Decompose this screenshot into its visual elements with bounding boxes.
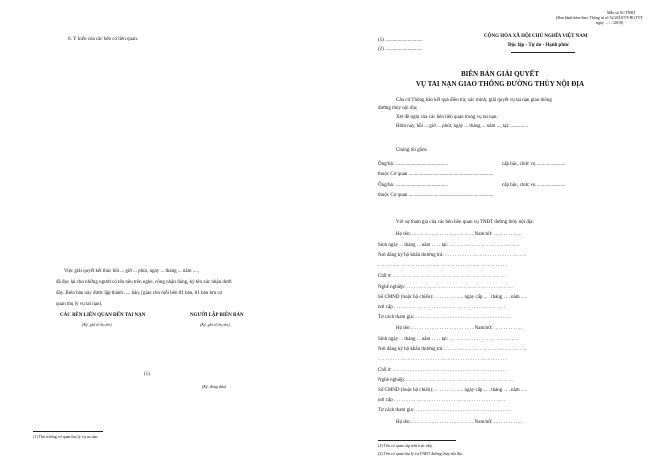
official1-agency: thuộc Cơ quan .................................................................... <box>378 172 494 177</box>
closing-line-1: Việc giải quyết kết thúc hồi ... giờ ... phút, ngày ... tháng ... năm ...., <box>64 269 199 274</box>
agency-marker: (1) <box>144 372 150 377</box>
agency-line-2: (2) .............................. <box>378 47 423 52</box>
closing-line-3: đây. Biên bản này được lập thành ..... bản, (giao cho mỗi bên 01 bản, 01 bản lưu cơ <box>56 291 223 296</box>
left-footnote: (1) Thủ trưởng cơ quan thụ lý vụ tai nạn. <box>33 434 99 439</box>
document-title-line2: VỤ TAI NẠN GIAO THÔNG ĐƯỜNG THỦY NỘI ĐỊA <box>415 80 585 88</box>
party1-residence-cont: . . . . . . . . . . . . . . . . . . . . . . . . . . . . . . . . . . . . . . . . . . . . . . . . . . . . <box>378 263 507 268</box>
party2-residence-cont: . . . . . . . . . . . . . . . . . . . . . . . . . . . . . . . . . . . . . . . . . . . . . . . . . . . . <box>378 357 507 362</box>
agency-line-1: (1) .............................. <box>378 38 423 43</box>
right-footnote-divider <box>378 440 456 441</box>
closing-line-4: quan thụ lý vụ tai nạn). <box>56 302 103 307</box>
official2-name: Ông/bà: .......................................... <box>378 183 448 188</box>
party2-occupation: Nghề nghiệp: . . . . . . . . . . . . . . . . . . . . . . . . . . . . . . . . . . . . . . . . . . . <box>378 378 513 383</box>
party2-id-number: Số CMND (hoặc hộ chiếu): . . . . . . . . . . . . ngày cấp . . . tháng . . . năm . . . <box>378 388 528 393</box>
sig-left-title: CÁC BÊN LIÊN QUAN ĐẾN TAI NẠN <box>60 313 146 318</box>
party1-role: Tư cách tham gia: . . . . . . . . . . . . . . . . . . . . . . . . . . . . . . . . . . . . . . . <box>378 315 512 320</box>
party2-full-name: Họ tên: . . . . . . . . . . . . . . . . . . . . . . . . . Nam/nữ: . . . . . . . . . . . . <box>396 326 523 331</box>
we-consist-of: Chúng tôi gồm: <box>396 148 428 153</box>
right-footnote-2: (2) Tên cơ quan thụ lý vụ TNĐT đường thủy nội địa. <box>378 451 463 456</box>
intro-line-2: đường thủy nội địa; <box>378 106 418 111</box>
party2-address: Chỗ ở: . . . . . . . . . . . . . . . . . . . . . . . . . . . . . . . . . . . . . . . . . . . . . . <box>378 368 507 373</box>
intro-line-3: Xét đề nghị của các bên liên quan trong vụ tai nạn; <box>396 115 498 120</box>
intro-line-4: Hôm nay, hồi ... giờ ... phút, ngày ... tháng ... năm ..., tại: .............. <box>396 124 529 129</box>
party1-id-place: nơi cấp . . . . . . . . . . . . . . . . . . . . . . . . . . . . . . . . . . . . . . . . . . . . . <box>378 305 506 310</box>
national-title: CỘNG HÒA XÃ HỘI CHỦ NGHĨA VIỆT NAM <box>484 34 588 39</box>
party2-id-place: nơi cấp . . . . . . . . . . . . . . . . . . . . . . . . . . . . . . . . . . . . . . . . . . . . . <box>378 398 506 403</box>
official2-title: cấp bậc, chức vụ ....................... <box>502 183 566 188</box>
item6-label: 6. Ý kiến của các bên có liên quan: <box>68 37 139 42</box>
party1-address: Chỗ ở: . . . . . . . . . . . . . . . . . . . . . . . . . . . . . . . . . . . . . . . . . . . . . . <box>378 274 507 279</box>
party2-residence: Nơi đăng ký hộ khẩu thường trú: . . . . . . . . . . . . . . . . . . . . . . . . . . . . . . . . . <box>378 347 527 352</box>
right-footnote-1: (1) Tên cơ quan cấp trên trực tiếp. <box>378 443 433 448</box>
stamp-note: (Ký, đóng dấu) <box>202 384 227 389</box>
motto-underline <box>511 52 575 53</box>
party1-occupation: Nghề nghiệp: . . . . . . . . . . . . . . . . . . . . . . . . . . . . . . . . . . . . . . . . . . . <box>378 285 513 290</box>
party2-birth: Sinh ngày . . tháng . . năm . . . . tại: . . . . . . . . . . . . . . . . . . . . . . . . . . . . <box>378 337 518 342</box>
sig-right-note: (Ký, ghi rõ họ tên) <box>200 322 230 327</box>
national-motto: Độc lập - Tự do - Hạnh phúc <box>508 43 570 48</box>
form-code-line2: (Ban hành kèm theo Thông tư số 52/2018/TT-BGTVT <box>556 15 643 20</box>
party1-birth: Sinh ngày . . tháng . . năm . . . . tại: . . . . . . . . . . . . . . . . . . . . . . . . . . . . <box>378 243 518 248</box>
form-code-line1: Mẫu số 01/TNĐT <box>607 10 636 15</box>
official2-agency: thuộc Cơ quan .................................................................... <box>378 193 494 198</box>
party1-id-number: Số CMND (hoặc hộ chiếu): . . . . . . . . . . . . ngày cấp . . . tháng . . . năm . . . <box>378 295 528 300</box>
official1-title: cấp bậc, chức vụ ....................... <box>502 162 566 167</box>
party2-role: Tư cách tham gia: . . . . . . . . . . . . . . . . . . . . . . . . . . . . . . . . . . . . . . . <box>378 408 512 413</box>
parties-intro: Với sự tham gia của các bên liên quan vụ TNĐT đường thủy nội địa: <box>396 220 534 225</box>
intro-line-1: Căn cứ Thông báo kết quả điều tra, xác minh, giải quyết vụ tai nạn giao thông <box>396 98 552 103</box>
party3-full-name: Họ tên: . . . . . . . . . . . . . . . . . . . . . . . . . Nam/nữ: . . . . . . . . . . . . <box>396 420 523 425</box>
footnote-divider <box>33 431 103 432</box>
party1-residence: Nơi đăng ký hộ khẩu thường trú: . . . . . . . . . . . . . . . . . . . . . . . . . . . . . . . . . <box>378 253 527 258</box>
official1-name: Ông/bà: .......................................... <box>378 162 448 167</box>
party1-full-name: Họ tên: . . . . . . . . . . . . . . . . . . . . . . . . . Nam/nữ: . . . . . . . . . . . . <box>396 232 523 237</box>
sig-right-title: NGƯỜI LẬP BIÊN BẢN <box>190 313 244 318</box>
document-title-line1: BIÊN BẢN GIẢI QUYẾT <box>461 70 539 78</box>
form-code-line3: ngày ... /.../2018) <box>596 20 624 25</box>
sig-left-note: (Ký, ghi rõ họ tên) <box>82 322 112 327</box>
closing-line-2: đã đọc lại cho những người có tên nêu trên nghe, công nhận đúng, ký tên xác nhận dưới <box>56 280 232 285</box>
